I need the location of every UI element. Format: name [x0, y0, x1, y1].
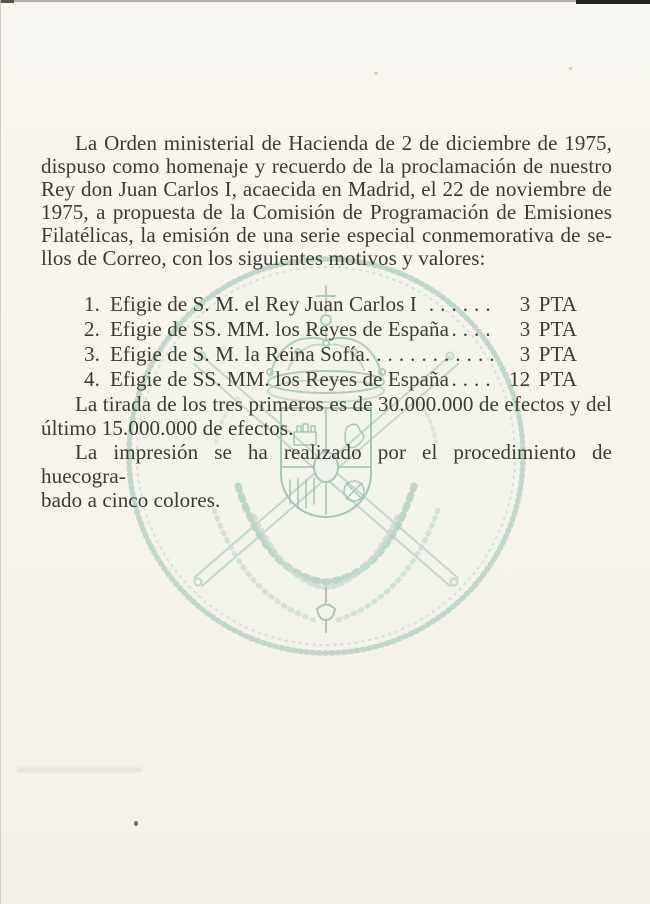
pencil-smudge [16, 768, 142, 772]
paper-speck [569, 67, 572, 70]
item-number: 4. [84, 367, 100, 391]
stamp-values-list [41, 292, 612, 392]
item-value: 3 PTA [519, 342, 577, 366]
text-line: Rey don Juan Carlos I, acaecida en Madrid, el 22 de noviembre de [41, 177, 612, 201]
leader-dots: . . . . . . . . . . . . [364, 342, 495, 366]
intro-paragraph [41, 132, 612, 270]
document-content [41, 132, 612, 512]
scan-edge-left [0, 0, 1, 904]
scan-edge-top-left [0, 0, 14, 3]
text-line: La tirada de los tres primeros es de 30.000.000 de efectos y del [75, 392, 612, 416]
text-line: dispuso como homenaje y recuerdo de la proclamación de nuestro [41, 154, 612, 178]
printing-method-paragraph [41, 440, 612, 512]
stamp-list-item [84, 342, 612, 367]
item-value: 3 PTA [519, 317, 577, 341]
paper-speck [374, 72, 378, 75]
text-line: último 15.000.000 de efectos. [41, 416, 294, 440]
stamp-list-item [84, 292, 612, 317]
stamp-list-item [84, 367, 612, 392]
text-line: La Orden ministerial de Hacienda de 2 de diciembre de 1975, [75, 131, 612, 155]
text-line: Filatélicas, la emisión de una serie especial conmemorativa de se- [41, 223, 612, 247]
item-title: Efigie de SS. MM. los Reyes de España [110, 317, 450, 341]
paper-speck [134, 821, 138, 826]
item-title: Efigie de S. M. el Rey Juan Carlos I [110, 292, 417, 316]
text-line: llos de Correo, con los siguientes motivos y valores: [41, 246, 486, 270]
item-number: 3. [84, 342, 100, 366]
leader-dots: . . . . . . [428, 292, 491, 316]
item-value: 12 PTA [509, 367, 577, 391]
scan-edge-top-right [576, 0, 650, 4]
item-value: 3 PTA [519, 292, 577, 316]
item-title: Efigie de SS. MM. los Reyes de España [110, 367, 450, 391]
print-run-paragraph [41, 392, 612, 440]
item-title: Efigie de S. M. la Reina Sofía [110, 342, 365, 366]
item-number: 2. [84, 317, 100, 341]
stamp-list-item [84, 317, 612, 342]
leader-dots: . . . . [451, 367, 491, 391]
text-line: 1975, a propuesta de la Comisión de Programación de Emisiones [41, 200, 612, 224]
text-line: bado a cinco colores. [41, 488, 221, 512]
item-number: 1. [84, 292, 100, 316]
scan-edge-top [0, 0, 650, 2]
leader-dots: . . . . [451, 317, 491, 341]
text-line: La impresión se ha realizado por el procedimiento de huecogra- [41, 440, 612, 488]
